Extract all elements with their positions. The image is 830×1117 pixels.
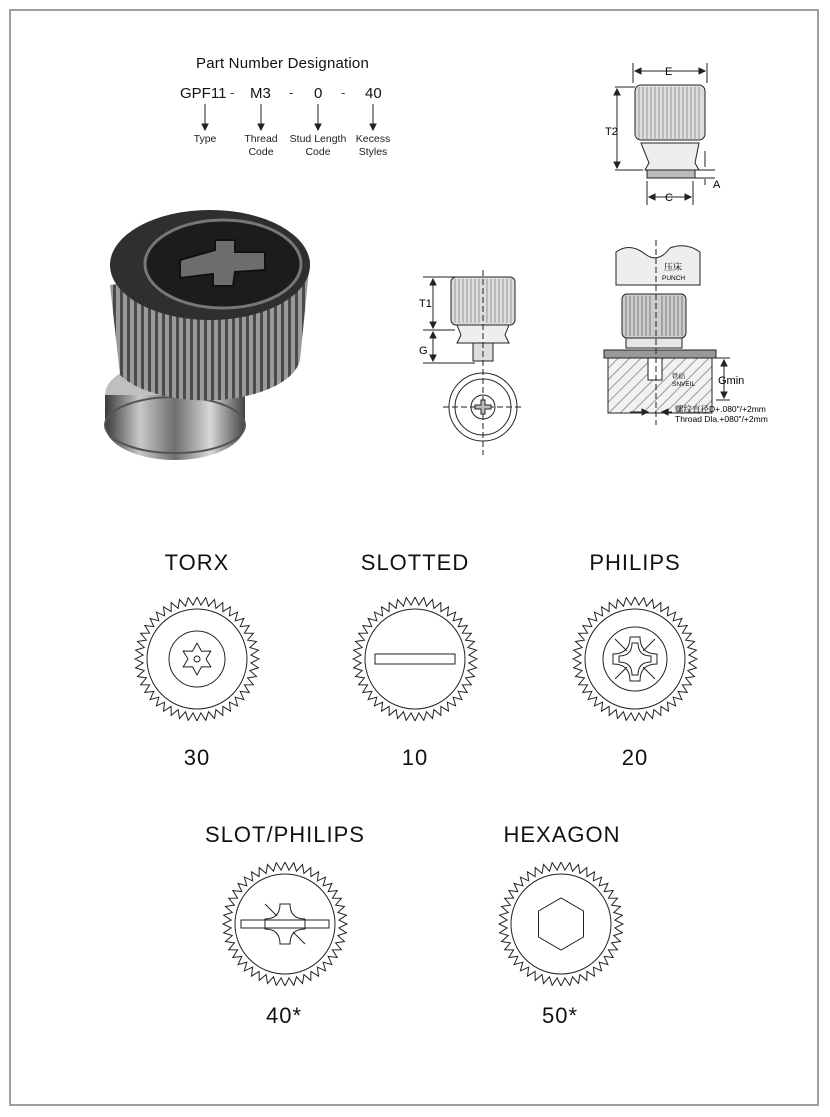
label-recess-styles: Kecess Styles [355,133,391,158]
slotted-recess-icon [349,597,481,721]
code-stud-length: 0 [314,85,323,102]
installation-drawing [600,240,790,430]
anvil-label: SNVEIL [672,381,696,388]
dim-e-label: E [665,66,673,78]
part-number-title: Part Number Designation [196,55,370,72]
dim-t2-label: T2 [605,126,618,138]
dim-c-label: C [665,192,673,204]
style-name-philips: PHILIPS [589,550,681,575]
separator: - [341,85,346,100]
label-stud-length-code: Stud Length Code [289,133,347,158]
anvil-cn-label: 铁砧 [672,373,685,380]
label-thread-code: Thread Code [244,133,278,158]
torx-recess-icon [131,597,263,721]
dimension-drawing-side [415,265,545,460]
code-type: GPF11 [180,85,227,102]
code-thread: M3 [250,85,271,102]
separator: - [289,85,294,100]
gmin-label: Gmin [718,375,745,387]
style-code-slot-philips: 40* [265,1003,303,1028]
dim-t1-label: T1 [419,298,432,310]
hexagon-recess-icon [495,862,627,986]
thread-dia-en: Throad Dla.+080"/+2mm [675,414,768,424]
dim-a-label: A [713,179,721,191]
thread-dia-cn: 螺纹直径D+.080"/+2mm [675,404,766,414]
punch-cn-label: 压床 [664,262,683,272]
style-code-philips: 20 [621,745,649,770]
style-code-torx: 30 [183,745,211,770]
separator: - [230,85,235,100]
product-photo [85,190,335,465]
punch-label: PUNCH [662,275,686,282]
style-code-hexagon: 50* [541,1003,579,1028]
style-name-torx: TORX [164,550,230,575]
dim-g-label: G [419,345,428,357]
dimension-drawing-top [595,55,735,215]
style-name-slotted: SLOTTED [360,550,470,575]
label-type: Type [193,133,217,145]
philips-recess-icon [569,597,701,721]
slot-philips-recess-icon [219,862,351,986]
style-name-hexagon: HEXAGON [503,822,621,847]
style-name-slot-philips: SLOT/PHILIPS [205,822,365,847]
code-recess: 40 [365,85,382,102]
style-code-slotted: 10 [401,745,429,770]
